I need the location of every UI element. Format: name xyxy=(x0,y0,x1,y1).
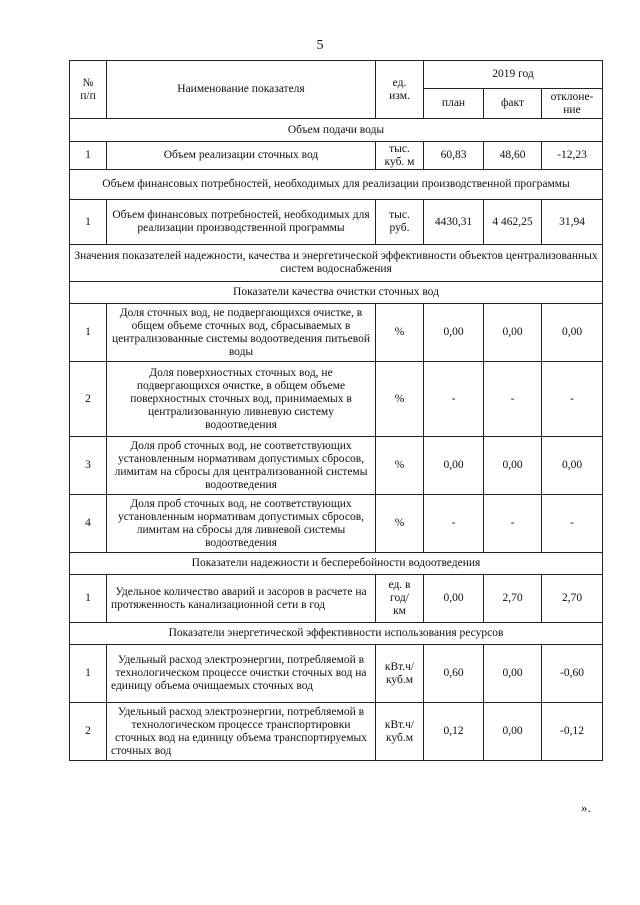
header-unit: ед. изм. xyxy=(376,61,424,119)
cell-name: Доля проб сточных вод, не соответствующих установленным нормативам допустимых сбросов, лимитам на сбросы для централизованной системы водоотведения xyxy=(107,437,376,495)
table-row xyxy=(70,200,603,245)
cell-num: 4 xyxy=(70,495,107,553)
cell-plan: 0,12 xyxy=(424,703,484,761)
cell-fact: - xyxy=(484,495,542,553)
page-number: 5 xyxy=(316,38,324,53)
cell-name: Удельный расход электроэнергии, потребляемой в технологическом процессе очистки сточных вод на единицу объема очищаемых сточных вод xyxy=(107,645,376,703)
cell-num: 3 xyxy=(70,437,107,495)
cell-plan: 0,60 xyxy=(424,645,484,703)
cell-unit: тыс. куб. м xyxy=(376,142,424,170)
header-num: № п/п xyxy=(70,61,107,119)
cell-unit: кВт.ч/ куб.м xyxy=(376,703,424,761)
cell-plan: 60,83 xyxy=(424,142,484,170)
header-fact: факт xyxy=(484,89,542,119)
cell-fact: - xyxy=(484,362,542,437)
cell-name: Удельное количество аварий и засоров в расчете на протяженность канализационной сети в год xyxy=(107,575,376,623)
cell-plan: 0,00 xyxy=(424,304,484,362)
cell-dev: 0,00 xyxy=(542,437,603,495)
table-row xyxy=(70,495,603,553)
cell-plan: 0,00 xyxy=(424,437,484,495)
section-title: Показатели надежности и бесперебойности водоотведения xyxy=(70,553,603,575)
cell-unit: % xyxy=(376,437,424,495)
indicators-table xyxy=(69,60,603,761)
cell-unit: % xyxy=(376,362,424,437)
header-name: Наименование показателя xyxy=(107,61,376,119)
cell-num: 2 xyxy=(70,362,107,437)
cell-plan: 4430,31 xyxy=(424,200,484,245)
cell-fact: 4 462,25 xyxy=(484,200,542,245)
cell-unit: % xyxy=(376,495,424,553)
section-title: Объем подачи воды xyxy=(70,119,603,142)
table-row xyxy=(70,362,603,437)
section-title: Значения показателей надежности, качества и энергетической эффективности объектов централизованных систем водоснабжения xyxy=(70,245,603,282)
section-title: Показатели качества очистки сточных вод xyxy=(70,282,603,304)
cell-unit: % xyxy=(376,304,424,362)
table-row xyxy=(70,142,603,170)
cell-dev: - xyxy=(542,495,603,553)
table-row xyxy=(70,703,603,761)
cell-unit: ед. в год/ км xyxy=(376,575,424,623)
cell-plan: - xyxy=(424,495,484,553)
cell-dev: 31,94 xyxy=(542,200,603,245)
table-row xyxy=(70,575,603,623)
table-row xyxy=(70,304,603,362)
cell-name: Объем реализации сточных вод xyxy=(107,142,376,170)
cell-fact: 2,70 xyxy=(484,575,542,623)
cell-name: Объем финансовых потребностей, необходимых для реализации производственной программы xyxy=(107,200,376,245)
cell-num: 2 xyxy=(70,703,107,761)
table-row xyxy=(70,645,603,703)
cell-num: 1 xyxy=(70,304,107,362)
section-title: Показатели энергетической эффективности использования ресурсов xyxy=(70,623,603,645)
cell-num: 1 xyxy=(70,142,107,170)
cell-plan: 0,00 xyxy=(424,575,484,623)
cell-fact: 0,00 xyxy=(484,304,542,362)
cell-num: 1 xyxy=(70,645,107,703)
cell-dev: -0,60 xyxy=(542,645,603,703)
header-year: 2019 год xyxy=(424,61,603,89)
cell-dev: 2,70 xyxy=(542,575,603,623)
cell-unit: тыс. руб. xyxy=(376,200,424,245)
cell-fact: 48,60 xyxy=(484,142,542,170)
header-deviation: отклоне- ние xyxy=(542,89,603,119)
cell-fact: 0,00 xyxy=(484,703,542,761)
cell-unit: кВт.ч/ куб.м xyxy=(376,645,424,703)
cell-fact: 0,00 xyxy=(484,437,542,495)
cell-plan: - xyxy=(424,362,484,437)
cell-dev: 0,00 xyxy=(542,304,603,362)
cell-num: 1 xyxy=(70,200,107,245)
cell-dev: - xyxy=(542,362,603,437)
cell-name: Доля проб сточных вод, не соответствующих установленным нормативам допустимых сбросов, лимитам на сбросы для ливневой системы водоотведения xyxy=(107,495,376,553)
section-title: Объем финансовых потребностей, необходимых для реализации производственной программы xyxy=(70,170,603,200)
cell-name: Доля поверхностных сточных вод, не подвергающихся очистке, в общем объеме поверхностных сточных вод, принимаемых в централизованную ливневую систему водоотведения xyxy=(107,362,376,437)
header-plan: план xyxy=(424,89,484,119)
table-row xyxy=(70,437,603,495)
cell-name: Удельный расход электроэнергии, потребляемой в технологическом процессе транспортировки сточных вод на единицу объема транспортируемых сточных вод xyxy=(107,703,376,761)
cell-num: 1 xyxy=(70,575,107,623)
cell-dev: -0,12 xyxy=(542,703,603,761)
cell-fact: 0,00 xyxy=(484,645,542,703)
closing-quote: ». xyxy=(581,800,591,815)
cell-name: Доля сточных вод, не подвергающихся очистке, в общем объеме сточных вод, сбрасываемых в централизованные системы водоотведения питьевой воды xyxy=(107,304,376,362)
cell-dev: -12,23 xyxy=(542,142,603,170)
